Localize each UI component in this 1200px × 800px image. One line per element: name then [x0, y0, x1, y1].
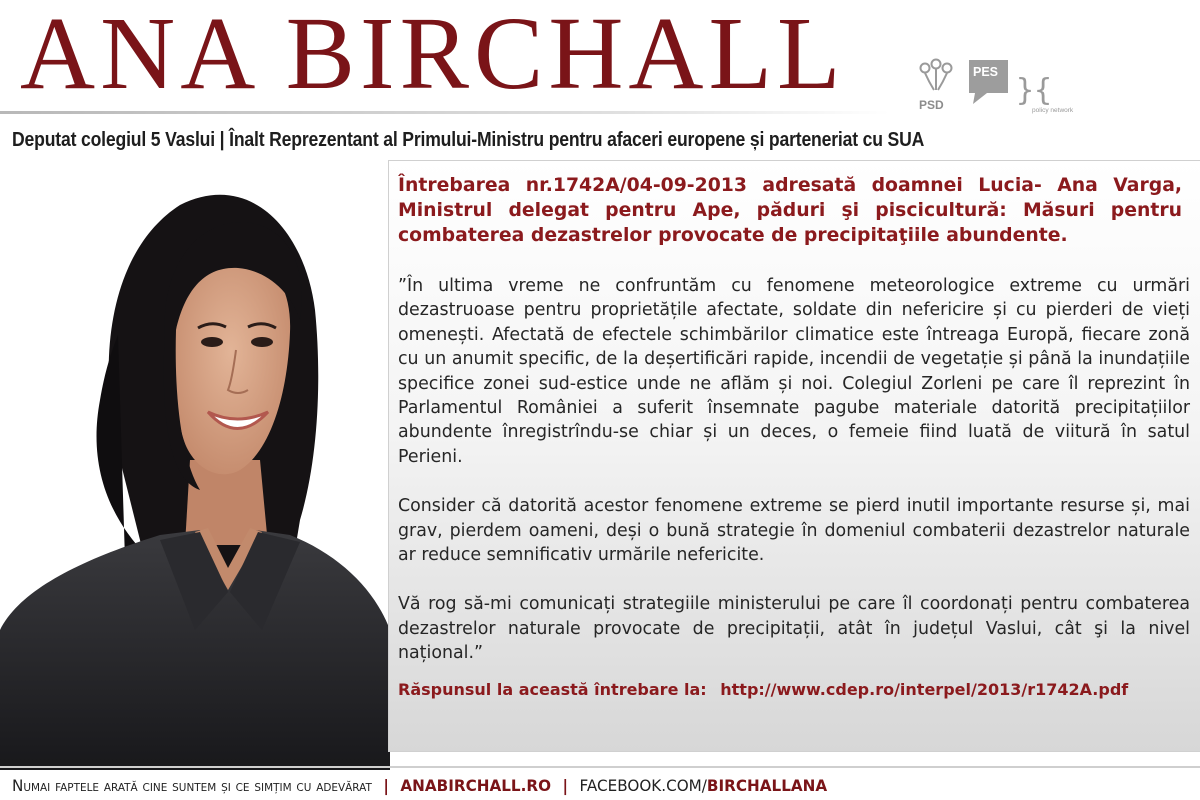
question-content — [398, 173, 1190, 699]
answer-line — [398, 680, 1190, 699]
policy-network-logo — [1016, 73, 1074, 114]
question-panel — [388, 160, 1200, 752]
question-paragraph: Consider că datorită acestor fenomene extreme se pierd inutil importante resurse și, mai grav, pierdem oameni, deși o bună strategie în domeniul combaterii dezastrelor naturale ar reduce semnificativ urmările nefericite. — [398, 496, 1190, 566]
website-link[interactable]: ANABIRCHALL.RO — [400, 776, 551, 795]
psd-label: PSD — [919, 98, 944, 112]
portrait-photo — [0, 160, 390, 770]
page-title: ANA BIRCHALL — [20, 0, 846, 111]
question-heading: Întrebarea nr.1742A/04-09-2013 adresată doamnei Lucia- Ana Varga, Ministrul delegat pentru Ape, păduri şi piscicultură: Măsuri pentru combaterea dezastrelor provocate de precipitaţiile abundente. — [398, 174, 1183, 246]
facebook-link[interactable] — [580, 776, 828, 795]
footer — [12, 776, 827, 795]
psd-logo — [919, 60, 952, 113]
pes-label: PES — [973, 65, 999, 79]
footer-divider — [0, 766, 1200, 768]
answer-label: Răspunsul la această întrebare la: — [398, 679, 707, 699]
page-subtitle: Deputat colegiul 5 Vaslui | Înalt Reprezentant al Primului-Ministru pentru afaceri europene și parteneriat cu SUA — [12, 129, 925, 151]
facebook-prefix: FACEBOOK.COM/ — [579, 776, 707, 795]
party-logos — [912, 56, 1074, 116]
question-paragraph: Vă rog să-mi comunicați strategiile ministerului pe care îl coordonați pentru combaterea dezastrelor naturale provocate de precipitații, atât în județul Vaslui, cât şi la nivel național.” — [398, 594, 1190, 664]
question-paragraph: ”În ultima vreme ne confruntăm cu fenomene meteorologice extreme cu urmări dezastruoase pentru proprietățile afectate, soldate din nefericire și cu pierderi de vieți omenești. Afectată de efectele schimbărilor climatice este întreaga Europă, fiecare zonă cu un anumit specific, de la deșertificări rapide, incendii de vegetație și până la inundațiile specifice zonei sud-estice unde ne aflăm și noi. Colegiul Zorleni pe care îl reprezint în Parlamentul României a suferit însemnate pagube materiale datorită precipitațiilor abundente înregistrîndu-se chiar și un deces, o femeie fiind luată de viitură în satul Perieni. — [398, 276, 1190, 467]
facebook-handle: BIRCHALLANA — [706, 776, 828, 795]
footer-separator: | — [383, 776, 389, 795]
footer-separator: | — [562, 776, 569, 795]
pes-logo — [969, 60, 1008, 104]
footer-motto: Numai faptele arată cine suntem și ce simțim cu adevărat — [12, 776, 372, 795]
answer-link[interactable]: http://www.cdep.ro/interpel/2013/r1742A.pdf — [720, 679, 1129, 699]
policy-network-label: policy network — [1032, 107, 1074, 114]
svg-text:}{: }{ — [1016, 73, 1053, 108]
title-divider — [0, 111, 890, 114]
